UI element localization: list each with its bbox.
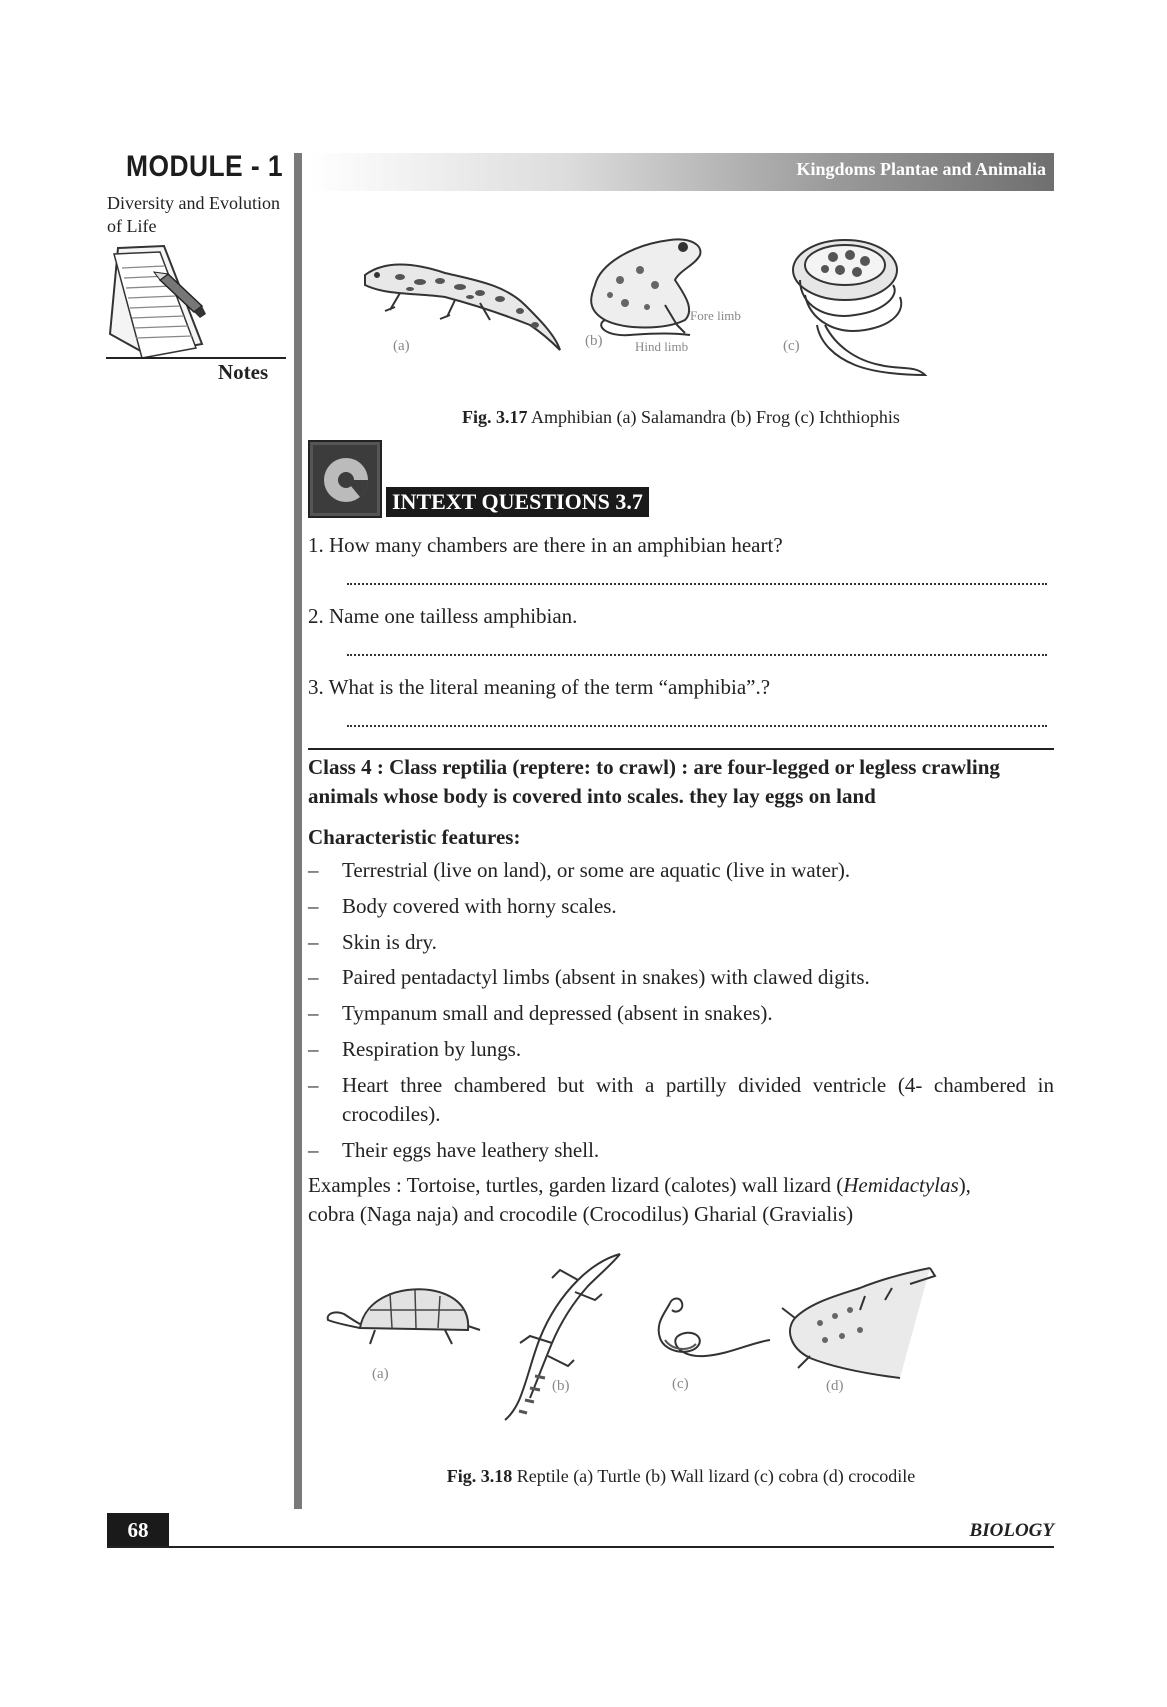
examples-paragraph — [308, 1171, 1054, 1229]
reptilia-intro-line2: animals whose body is covered into scales. they lay eggs on land — [308, 784, 876, 808]
dash: – — [308, 894, 319, 918]
feature-text: Heart three chambered but with a partilly divided ventricle (4- chambered in crocodiles). — [342, 1073, 1054, 1126]
fore-limb-label: Fore limb — [690, 308, 741, 323]
fig17-caption-text: Amphibian (a) Salamandra (b) Frog (c) Ichthiophis — [531, 407, 900, 427]
banner-title: Kingdoms Plantae and Animalia — [796, 159, 1046, 179]
question-1: 1. How many chambers are there in an amphibian heart? — [308, 533, 783, 557]
fig18-label-d: (d) — [826, 1378, 844, 1394]
feature-item — [308, 1035, 1054, 1064]
intext-questions-heading: INTEXT QUESTIONS 3.7 — [386, 487, 649, 517]
answer-line-2[interactable] — [347, 652, 1047, 656]
dash: – — [308, 965, 319, 989]
feature-item — [308, 856, 1054, 885]
dash: – — [308, 930, 319, 954]
question-q-icon — [308, 440, 382, 518]
cobra-illustration — [659, 1298, 770, 1356]
feature-item — [308, 928, 1054, 957]
fig17-caption-num: Fig. 3.17 — [462, 407, 528, 427]
fig18-caption-num: Fig. 3.18 — [446, 1466, 513, 1486]
figure-3-18-caption — [308, 1466, 1054, 1487]
feature-item — [308, 892, 1054, 921]
ichthyophis-illustration — [793, 240, 925, 375]
examples-line1 — [308, 1171, 1054, 1200]
fig18-label-a: (a) — [372, 1366, 389, 1382]
reptilia-intro — [308, 753, 1054, 811]
margin-rule — [294, 153, 302, 1509]
feature-text: Their eggs have leathery shell. — [342, 1138, 600, 1162]
fig18-label-c: (c) — [672, 1376, 689, 1392]
page-number: 68 — [107, 1513, 169, 1547]
dash: – — [308, 1001, 319, 1025]
question-2: 2. Name one tailless amphibian. — [308, 604, 578, 628]
fig17-label-a: (a) — [393, 338, 410, 354]
dash: – — [308, 858, 319, 882]
feature-text: Tympanum small and depressed (absent in snakes). — [342, 1001, 773, 1025]
notes-divider — [106, 357, 286, 359]
wall-lizard-illustration — [505, 1254, 620, 1420]
section-divider — [308, 748, 1054, 750]
dash: – — [308, 1037, 319, 1061]
fig17-label-b: (b) — [585, 333, 603, 349]
frog-illustration — [591, 239, 700, 335]
answer-line-3[interactable] — [347, 723, 1047, 727]
module-title: MODULE - 1 — [126, 150, 283, 183]
reptilia-intro-line1: Class 4 : Class reptilia (reptere: to crawl) : are four-legged or legless crawling — [308, 755, 1000, 779]
crocodile-illustration — [782, 1268, 935, 1378]
examples-italic: Hemidactylas — [843, 1173, 959, 1197]
examples-line2: cobra (Naga naja) and crocodile (Crocodilus) Gharial (Gravialis) — [308, 1202, 854, 1226]
header-banner — [308, 153, 1054, 191]
module-subtitle-line1: Diversity and Evolution — [107, 193, 280, 213]
dash: – — [308, 1138, 319, 1162]
feature-item — [308, 963, 1054, 992]
notepad-pencil-icon — [106, 244, 216, 370]
feature-text: Terrestrial (live on land), or some are aquatic (live in water). — [342, 858, 851, 882]
feature-text: Skin is dry. — [342, 930, 437, 954]
q-glyph-icon — [310, 442, 380, 516]
fig18-label-b: (b) — [552, 1378, 570, 1394]
turtle-illustration — [328, 1289, 480, 1344]
examples-pre: Examples : Tortoise, turtles, garden lizard (calotes) wall lizard ( — [308, 1173, 844, 1197]
figure-3-17-caption — [308, 407, 1054, 428]
answer-line-1[interactable] — [347, 581, 1047, 585]
module-subtitle — [107, 192, 297, 238]
module-subtitle-line2: of Life — [107, 216, 157, 236]
feature-item — [308, 1136, 1054, 1165]
feature-item — [308, 1071, 1054, 1129]
feature-item — [308, 999, 1054, 1028]
footer-subject: BIOLOGY — [969, 1520, 1054, 1541]
features-heading: Characteristic features: — [308, 825, 521, 849]
figure-3-18-reptiles — [320, 1248, 1010, 1428]
notes-label: Notes — [218, 360, 269, 384]
question-3: 3. What is the literal meaning of the term “amphibia”.? — [308, 675, 771, 699]
fig17-label-c: (c) — [783, 338, 800, 354]
hind-limb-label: Hind limb — [635, 339, 689, 354]
figure-3-17-amphibians — [355, 225, 995, 400]
fig18-caption-text: Reptile (a) Turtle (b) Wall lizard (c) cobra (d) crocodile — [516, 1466, 916, 1486]
feature-text: Respiration by lungs. — [342, 1037, 522, 1061]
examples-post: ), — [958, 1173, 971, 1197]
feature-text: Paired pentadactyl limbs (absent in snakes) with clawed digits. — [342, 965, 870, 989]
feature-text: Body covered with horny scales. — [342, 894, 617, 918]
dash: – — [308, 1073, 319, 1097]
footer-rule — [107, 1546, 1054, 1548]
